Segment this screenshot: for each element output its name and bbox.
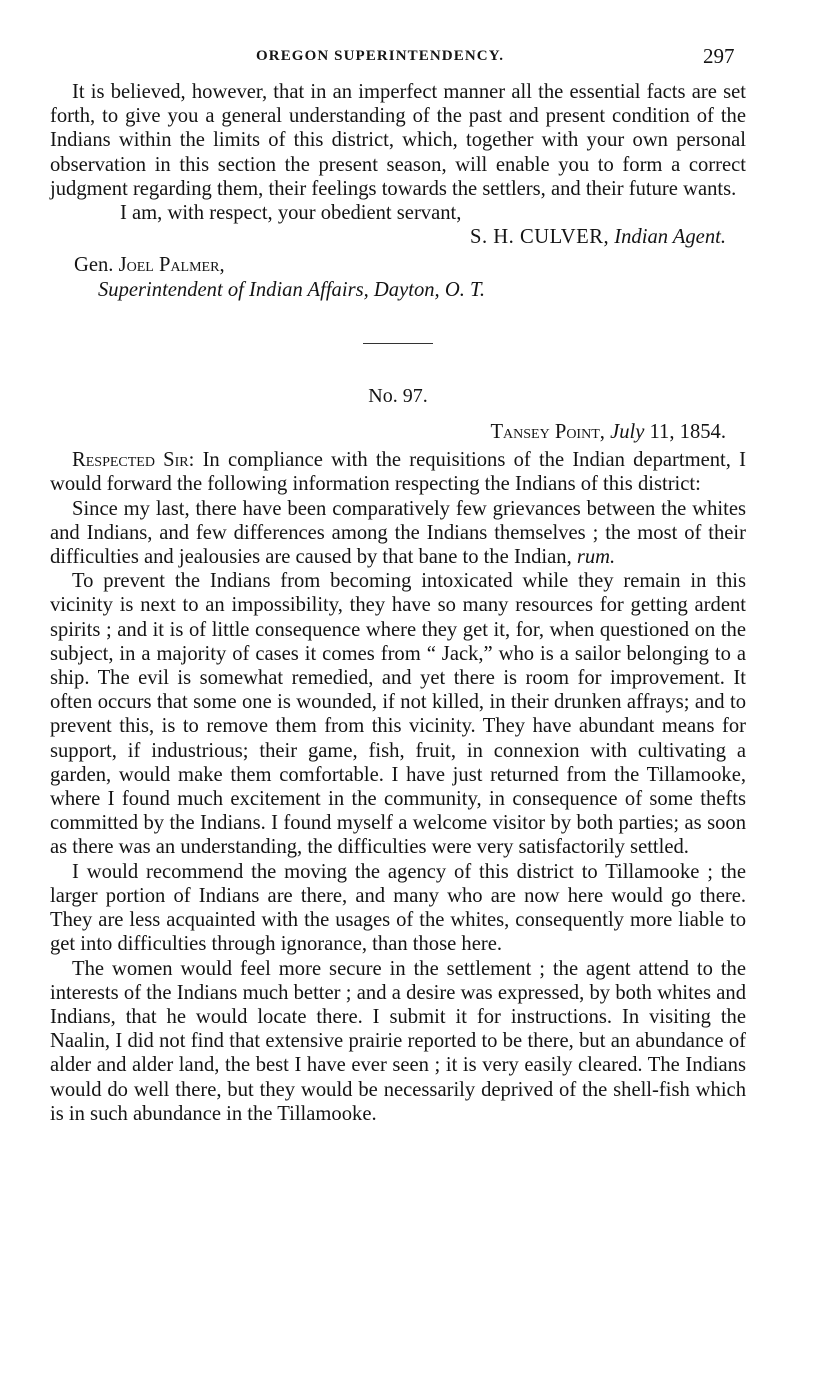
running-title: OREGON SUPERINTENDENCY. <box>256 48 505 64</box>
paragraph-intoxication: To prevent the Indians from becoming intoxicated while they remain in this vicinity is next to an impossibility, they have so many resources for getting ardent spirits ; and it is of little consequence where they get it, for, when questioned on the subject, in a majority of cases it comes from “ Jack,” who is a sailor belonging to a ship. The evil is somewhat remedied, and yet there is room for improvement. It often occurs that some one is wounded, if not killed, in their drunken affrays; and to prevent this, is to remove them from this vicinity. They have abundant means for support, if industrious; their game, fish, fruit, in connexion with cultivating a garden, would make them comfortable. I have just returned from the Tillamooke, where I found much excitement in the community, in consequence of some thefts committed by the Indians. I found myself a welcome visitor by both parties; as soon as there was an understanding, the difficulties were very satisfactorily settled. <box>50 570 746 859</box>
signer-title: Indian Agent. <box>614 226 726 249</box>
signature-block <box>50 225 746 249</box>
opening-text: : In compliance with the requisitions of the Indian department, I would forward the following information respecting the Indians of this district: <box>50 449 746 496</box>
addressee-name: Joel Palmer, <box>118 254 225 277</box>
addressee-territory: O. T. <box>444 278 486 301</box>
addressee-line <box>50 253 746 277</box>
paragraph-grievances-emphasis: rum. <box>576 546 616 569</box>
dateline-place: Tansey Point, <box>490 421 605 444</box>
page-body <box>50 80 746 1126</box>
addressee-prefix: Gen. <box>74 254 119 277</box>
running-head <box>0 44 831 74</box>
dateline <box>50 420 746 444</box>
paragraph-grievances <box>50 497 746 570</box>
salutation: Respected Sir <box>72 449 189 472</box>
paragraph-settlement: The women would feel more secure in the settlement ; the agent attend to the interests of the Indians much better ; and a desire was expressed, by both whites and Indians, that he would locate there. I submit it for instructions. In visiting the Naalin, I did not find that extensive prairie reported to be there, but an abundance of alder and alder land, the best I have ever seen ; it is very easily cleared. The Indians would do well there, but they would be necessarily deprived of the shell-fish which is in such abundance in the Tillamooke. <box>50 957 746 1125</box>
addressee-title: Superintendent of Indian Affairs, <box>98 278 369 301</box>
page-number: 297 <box>703 44 735 68</box>
paragraph-agency-recommendation: I would recommend the moving the agency of this district to Tillamooke ; the larger portion of Indians are there, and many who are now here would go there. They are less acquainted with the usages of the whites, consequently more liable to get into difficulties through ignorance, than those here. <box>50 860 746 956</box>
document-number: No. 97. <box>368 384 428 407</box>
letter-closing-paragraph: It is believed, however, that in an imperfect manner all the essential facts are set forth, to give you a general understanding of the past and present condition of the Indians within the limits of this district, which, together with your own personal observation in this section the present season, will enable you to form a correct judgment regarding them, their feelings towards the settlers, and their future wants. <box>50 81 746 200</box>
paragraph-grievances-text: Since my last, there have been comparatively few grievances between the whites and Indians, and few differences among the Indians themselves ; the most of their difficulties and jealousies are caused by that bane to the Indian, <box>50 497 746 569</box>
dateline-month: July <box>610 421 645 444</box>
opening-paragraph <box>50 448 746 496</box>
addressee-place: Dayton, <box>368 278 445 301</box>
section-divider <box>363 343 433 344</box>
dateline-day-year: 11, 1854. <box>644 421 726 444</box>
addressee-title-line <box>50 278 746 302</box>
valediction: I am, with respect, your obedient servant, <box>120 202 462 225</box>
signer-name: S. H. CULVER, <box>470 226 610 249</box>
